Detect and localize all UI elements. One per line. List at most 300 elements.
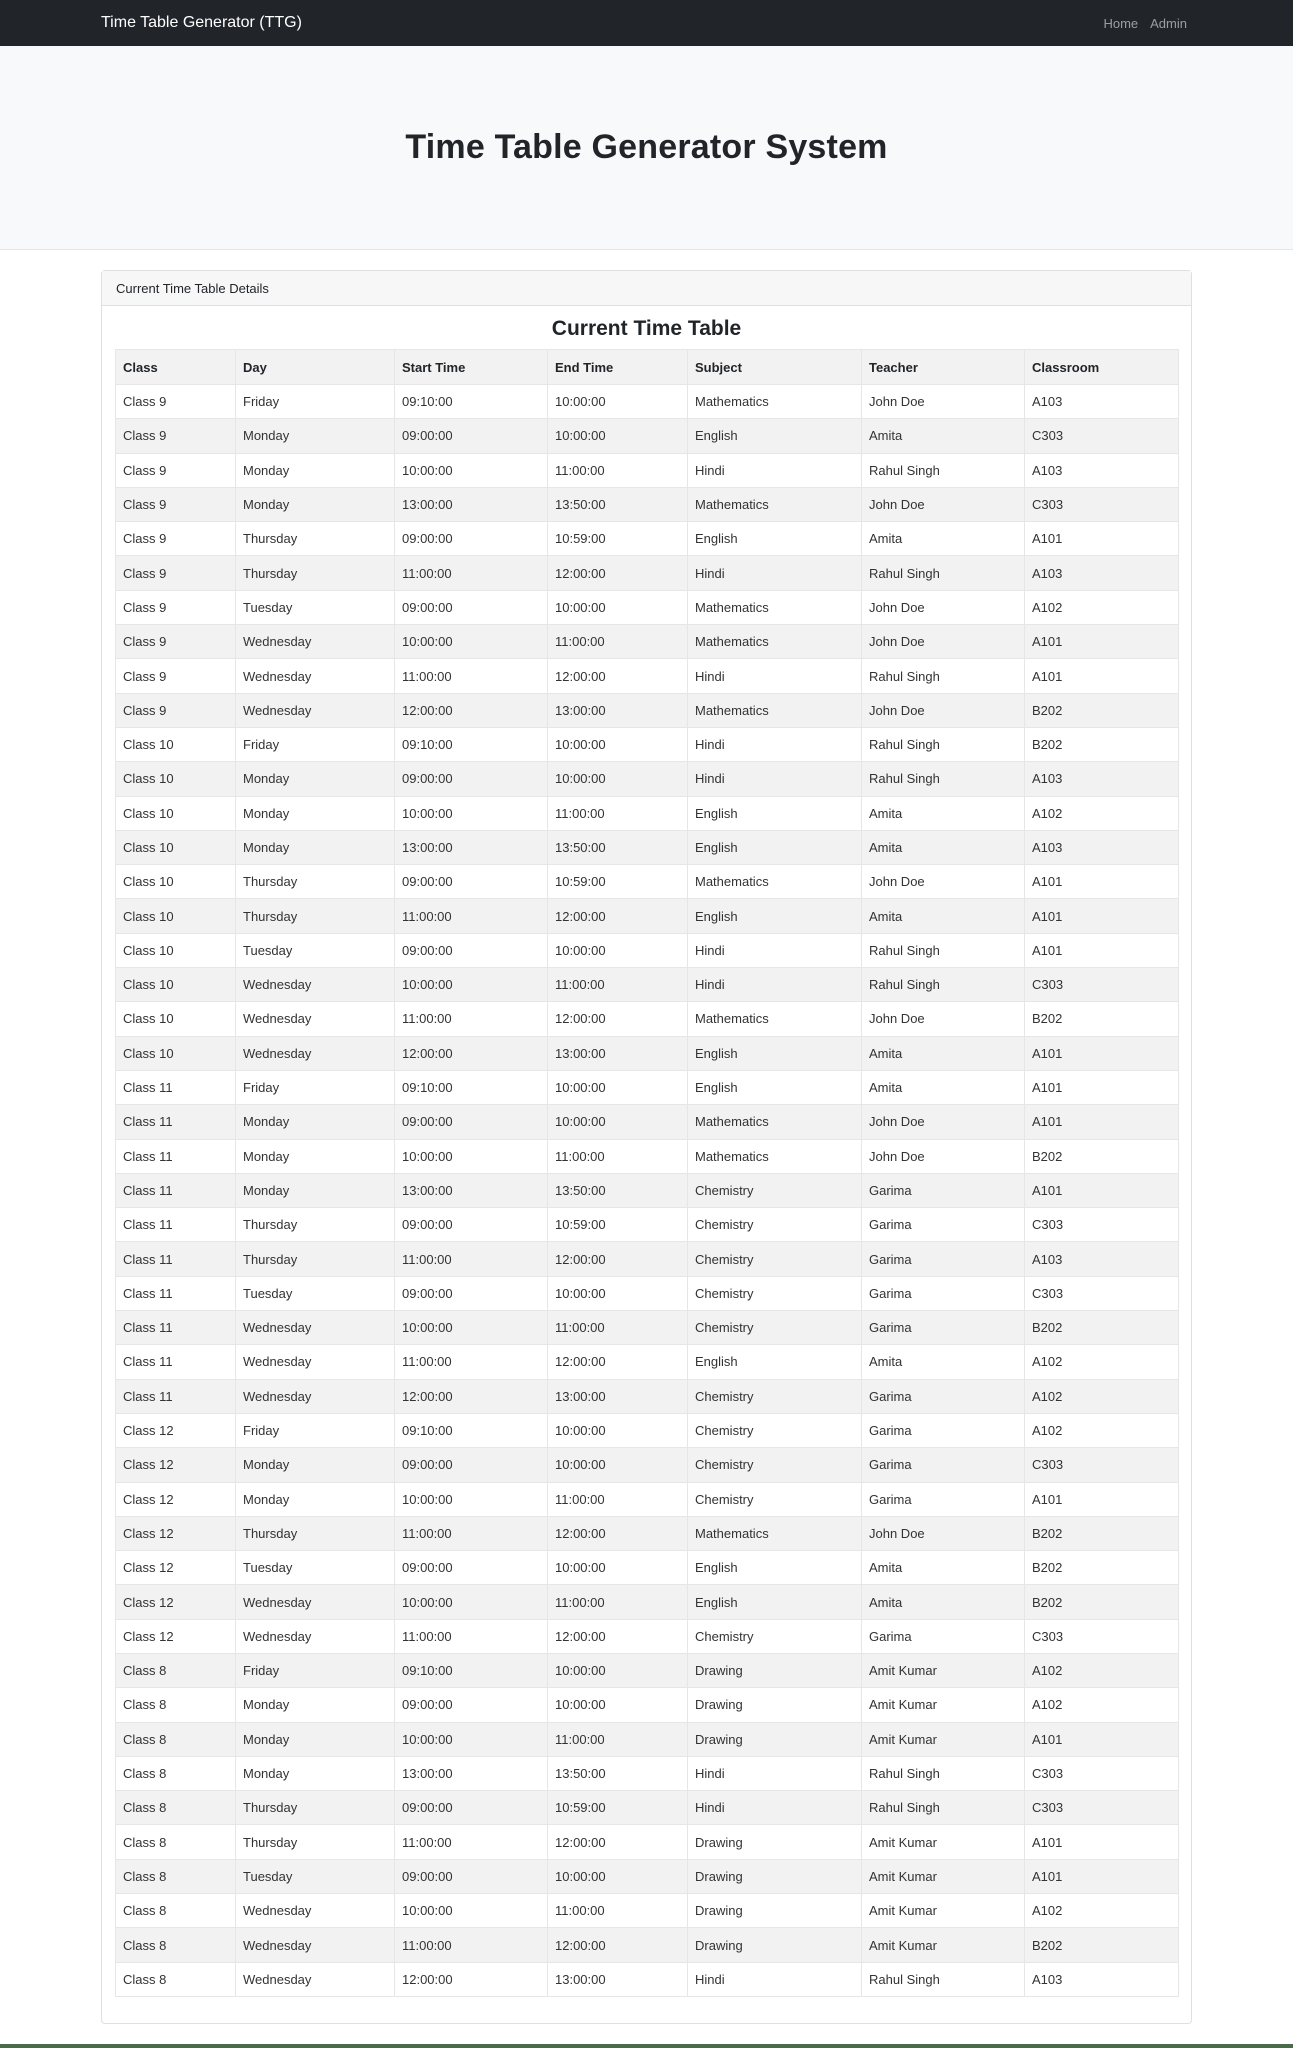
cell-teacher: Rahul Singh bbox=[862, 933, 1025, 967]
cell-subject: Drawing bbox=[688, 1894, 862, 1928]
nav-link-admin[interactable]: Admin bbox=[1150, 15, 1187, 31]
column-header-teacher: Teacher bbox=[862, 350, 1025, 385]
table-row bbox=[116, 1585, 1179, 1619]
cell-classroom: A101 bbox=[1025, 899, 1179, 933]
cell-classroom: A103 bbox=[1025, 556, 1179, 590]
cell-class: Class 11 bbox=[116, 1242, 236, 1276]
cell-classroom: A102 bbox=[1025, 1345, 1179, 1379]
table-row bbox=[116, 487, 1179, 521]
cell-subject: English bbox=[688, 1036, 862, 1070]
cell-classroom: A101 bbox=[1025, 1070, 1179, 1104]
cell-classroom: A103 bbox=[1025, 385, 1179, 419]
cell-end-time: 13:50:00 bbox=[548, 830, 688, 864]
cell-class: Class 11 bbox=[116, 1345, 236, 1379]
card-header: Current Time Table Details bbox=[102, 271, 1191, 306]
cell-day: Monday bbox=[236, 453, 395, 487]
cell-classroom: A101 bbox=[1025, 1859, 1179, 1893]
cell-subject: Hindi bbox=[688, 659, 862, 693]
cell-end-time: 10:00:00 bbox=[548, 727, 688, 761]
table-row bbox=[116, 556, 1179, 590]
cell-day: Wednesday bbox=[236, 1585, 395, 1619]
cell-end-time: 10:00:00 bbox=[548, 590, 688, 624]
cell-start-time: 09:00:00 bbox=[395, 419, 548, 453]
cell-classroom: B202 bbox=[1025, 1002, 1179, 1036]
cell-class: Class 10 bbox=[116, 933, 236, 967]
cell-teacher: Rahul Singh bbox=[862, 1962, 1025, 1996]
cell-classroom: A101 bbox=[1025, 1036, 1179, 1070]
cell-classroom: B202 bbox=[1025, 727, 1179, 761]
cell-class: Class 9 bbox=[116, 659, 236, 693]
cell-class: Class 9 bbox=[116, 453, 236, 487]
cell-class: Class 10 bbox=[116, 796, 236, 830]
cell-teacher: Amita bbox=[862, 1070, 1025, 1104]
cell-start-time: 10:00:00 bbox=[395, 453, 548, 487]
cell-classroom: A101 bbox=[1025, 1722, 1179, 1756]
timetable-table bbox=[115, 349, 1179, 1997]
cell-class: Class 8 bbox=[116, 1962, 236, 1996]
cell-subject: Drawing bbox=[688, 1825, 862, 1859]
cell-start-time: 11:00:00 bbox=[395, 899, 548, 933]
cell-end-time: 12:00:00 bbox=[548, 1345, 688, 1379]
cell-class: Class 8 bbox=[116, 1825, 236, 1859]
cell-classroom: A101 bbox=[1025, 865, 1179, 899]
cell-subject: Hindi bbox=[688, 968, 862, 1002]
cell-teacher: John Doe bbox=[862, 693, 1025, 727]
cell-class: Class 8 bbox=[116, 1756, 236, 1790]
cell-subject: Drawing bbox=[688, 1859, 862, 1893]
cell-end-time: 12:00:00 bbox=[548, 1928, 688, 1962]
cell-class: Class 10 bbox=[116, 727, 236, 761]
cell-teacher: Garima bbox=[862, 1311, 1025, 1345]
cell-day: Thursday bbox=[236, 522, 395, 556]
table-row bbox=[116, 1722, 1179, 1756]
cell-day: Monday bbox=[236, 487, 395, 521]
cell-start-time: 11:00:00 bbox=[395, 1345, 548, 1379]
cell-subject: Hindi bbox=[688, 556, 862, 590]
cell-subject: Chemistry bbox=[688, 1208, 862, 1242]
cell-classroom: A103 bbox=[1025, 830, 1179, 864]
cell-class: Class 9 bbox=[116, 590, 236, 624]
cell-subject: Chemistry bbox=[688, 1276, 862, 1310]
cell-day: Wednesday bbox=[236, 968, 395, 1002]
cell-teacher: Rahul Singh bbox=[862, 727, 1025, 761]
table-row bbox=[116, 1379, 1179, 1413]
cell-class: Class 11 bbox=[116, 1173, 236, 1207]
cell-end-time: 10:00:00 bbox=[548, 419, 688, 453]
cell-class: Class 12 bbox=[116, 1516, 236, 1550]
table-row bbox=[116, 1311, 1179, 1345]
cell-subject: Mathematics bbox=[688, 385, 862, 419]
table-row bbox=[116, 727, 1179, 761]
cell-teacher: Rahul Singh bbox=[862, 762, 1025, 796]
cell-day: Thursday bbox=[236, 1242, 395, 1276]
table-row bbox=[116, 1516, 1179, 1550]
cell-end-time: 12:00:00 bbox=[548, 899, 688, 933]
cell-class: Class 8 bbox=[116, 1722, 236, 1756]
cell-class: Class 10 bbox=[116, 1002, 236, 1036]
cell-subject: Mathematics bbox=[688, 1516, 862, 1550]
cell-classroom: C303 bbox=[1025, 487, 1179, 521]
cell-teacher: Amita bbox=[862, 830, 1025, 864]
cell-day: Thursday bbox=[236, 865, 395, 899]
cell-subject: Chemistry bbox=[688, 1242, 862, 1276]
column-header-subject: Subject bbox=[688, 350, 862, 385]
cell-subject: Mathematics bbox=[688, 1002, 862, 1036]
cell-subject: Mathematics bbox=[688, 693, 862, 727]
table-row bbox=[116, 1036, 1179, 1070]
cell-classroom: A102 bbox=[1025, 1894, 1179, 1928]
cell-classroom: C303 bbox=[1025, 1276, 1179, 1310]
cell-end-time: 13:50:00 bbox=[548, 487, 688, 521]
cell-start-time: 13:00:00 bbox=[395, 1173, 548, 1207]
cell-teacher: Rahul Singh bbox=[862, 556, 1025, 590]
nav-links bbox=[1103, 16, 1187, 31]
cell-start-time: 09:00:00 bbox=[395, 522, 548, 556]
cell-subject: Chemistry bbox=[688, 1311, 862, 1345]
cell-classroom: A102 bbox=[1025, 1413, 1179, 1447]
table-row bbox=[116, 1208, 1179, 1242]
column-header-day: Day bbox=[236, 350, 395, 385]
cell-teacher: Garima bbox=[862, 1173, 1025, 1207]
cell-classroom: A101 bbox=[1025, 625, 1179, 659]
cell-day: Monday bbox=[236, 1482, 395, 1516]
cell-day: Tuesday bbox=[236, 590, 395, 624]
cell-start-time: 10:00:00 bbox=[395, 1585, 548, 1619]
cell-classroom: C303 bbox=[1025, 1208, 1179, 1242]
cell-subject: Chemistry bbox=[688, 1448, 862, 1482]
table-row bbox=[116, 659, 1179, 693]
cell-end-time: 13:50:00 bbox=[548, 1756, 688, 1790]
cell-teacher: Amita bbox=[862, 1036, 1025, 1070]
cell-classroom: A102 bbox=[1025, 796, 1179, 830]
cell-start-time: 09:00:00 bbox=[395, 1208, 548, 1242]
cell-start-time: 11:00:00 bbox=[395, 1242, 548, 1276]
cell-end-time: 10:59:00 bbox=[548, 1208, 688, 1242]
cell-start-time: 11:00:00 bbox=[395, 1516, 548, 1550]
table-body bbox=[116, 385, 1179, 1997]
cell-start-time: 09:10:00 bbox=[395, 1413, 548, 1447]
cell-day: Wednesday bbox=[236, 1379, 395, 1413]
cell-teacher: John Doe bbox=[862, 385, 1025, 419]
cell-subject: Hindi bbox=[688, 933, 862, 967]
cell-teacher: Amita bbox=[862, 419, 1025, 453]
cell-subject: Hindi bbox=[688, 727, 862, 761]
cell-class: Class 8 bbox=[116, 1859, 236, 1893]
cell-start-time: 10:00:00 bbox=[395, 968, 548, 1002]
cell-start-time: 09:00:00 bbox=[395, 1859, 548, 1893]
timetable-card bbox=[101, 270, 1192, 2024]
table-row bbox=[116, 385, 1179, 419]
cell-subject: Hindi bbox=[688, 762, 862, 796]
cell-end-time: 11:00:00 bbox=[548, 625, 688, 659]
cell-start-time: 13:00:00 bbox=[395, 1756, 548, 1790]
cell-end-time: 11:00:00 bbox=[548, 1311, 688, 1345]
cell-end-time: 12:00:00 bbox=[548, 556, 688, 590]
table-title: Current Time Table bbox=[551, 317, 742, 340]
cell-teacher: John Doe bbox=[862, 487, 1025, 521]
table-row bbox=[116, 1173, 1179, 1207]
cell-end-time: 10:00:00 bbox=[548, 762, 688, 796]
cell-end-time: 12:00:00 bbox=[548, 659, 688, 693]
cell-teacher: Garima bbox=[862, 1482, 1025, 1516]
cell-subject: Mathematics bbox=[688, 865, 862, 899]
cell-end-time: 10:00:00 bbox=[548, 1070, 688, 1104]
cell-classroom: B202 bbox=[1025, 1585, 1179, 1619]
cell-subject: Hindi bbox=[688, 1756, 862, 1790]
table-row bbox=[116, 1413, 1179, 1447]
cell-day: Monday bbox=[236, 762, 395, 796]
cell-classroom: A102 bbox=[1025, 1379, 1179, 1413]
cell-classroom: B202 bbox=[1025, 1311, 1179, 1345]
cell-class: Class 8 bbox=[116, 1653, 236, 1687]
cell-end-time: 12:00:00 bbox=[548, 1242, 688, 1276]
cell-classroom: C303 bbox=[1025, 419, 1179, 453]
cell-end-time: 11:00:00 bbox=[548, 1722, 688, 1756]
cell-day: Monday bbox=[236, 796, 395, 830]
cell-day: Wednesday bbox=[236, 1311, 395, 1345]
table-row bbox=[116, 693, 1179, 727]
cell-start-time: 09:00:00 bbox=[395, 1276, 548, 1310]
cell-classroom: C303 bbox=[1025, 1619, 1179, 1653]
cell-start-time: 12:00:00 bbox=[395, 1962, 548, 1996]
cell-teacher: Amit Kumar bbox=[862, 1859, 1025, 1893]
cell-teacher: Amita bbox=[862, 1551, 1025, 1585]
cell-end-time: 10:00:00 bbox=[548, 1105, 688, 1139]
cell-start-time: 11:00:00 bbox=[395, 1002, 548, 1036]
table-row bbox=[116, 1825, 1179, 1859]
cell-subject: Mathematics bbox=[688, 590, 862, 624]
cell-day: Monday bbox=[236, 1722, 395, 1756]
cell-end-time: 11:00:00 bbox=[548, 968, 688, 1002]
cell-end-time: 11:00:00 bbox=[548, 453, 688, 487]
nav-link-home[interactable]: Home bbox=[1103, 15, 1139, 31]
cell-class: Class 8 bbox=[116, 1928, 236, 1962]
cell-subject: English bbox=[688, 899, 862, 933]
cell-classroom: A102 bbox=[1025, 1688, 1179, 1722]
cell-class: Class 8 bbox=[116, 1688, 236, 1722]
table-row bbox=[116, 1894, 1179, 1928]
cell-subject: Drawing bbox=[688, 1653, 862, 1687]
cell-day: Thursday bbox=[236, 1791, 395, 1825]
cell-teacher: Amit Kumar bbox=[862, 1722, 1025, 1756]
cell-classroom: C303 bbox=[1025, 968, 1179, 1002]
cell-class: Class 12 bbox=[116, 1413, 236, 1447]
cell-class: Class 9 bbox=[116, 693, 236, 727]
cell-day: Wednesday bbox=[236, 1962, 395, 1996]
cell-classroom: A101 bbox=[1025, 1825, 1179, 1859]
table-row bbox=[116, 899, 1179, 933]
cell-start-time: 12:00:00 bbox=[395, 693, 548, 727]
cell-day: Wednesday bbox=[236, 693, 395, 727]
cell-subject: English bbox=[688, 1585, 862, 1619]
cell-end-time: 11:00:00 bbox=[548, 1585, 688, 1619]
cell-classroom: B202 bbox=[1025, 1516, 1179, 1550]
cell-subject: Mathematics bbox=[688, 1105, 862, 1139]
cell-classroom: A101 bbox=[1025, 1173, 1179, 1207]
cell-day: Thursday bbox=[236, 899, 395, 933]
cell-class: Class 9 bbox=[116, 419, 236, 453]
cell-subject: Hindi bbox=[688, 453, 862, 487]
cell-classroom: C303 bbox=[1025, 1448, 1179, 1482]
cell-start-time: 11:00:00 bbox=[395, 659, 548, 693]
table-row bbox=[116, 1928, 1179, 1962]
cell-subject: Drawing bbox=[688, 1722, 862, 1756]
cell-subject: Drawing bbox=[688, 1688, 862, 1722]
cell-end-time: 10:00:00 bbox=[548, 1653, 688, 1687]
cell-day: Thursday bbox=[236, 556, 395, 590]
cell-subject: Mathematics bbox=[688, 625, 862, 659]
cell-end-time: 10:00:00 bbox=[548, 1859, 688, 1893]
cell-teacher: Rahul Singh bbox=[862, 1756, 1025, 1790]
cell-teacher: Amita bbox=[862, 1345, 1025, 1379]
cell-classroom: A101 bbox=[1025, 1105, 1179, 1139]
cell-subject: English bbox=[688, 1070, 862, 1104]
cell-class: Class 9 bbox=[116, 522, 236, 556]
cell-teacher: Amit Kumar bbox=[862, 1825, 1025, 1859]
cell-classroom: C303 bbox=[1025, 1756, 1179, 1790]
column-header-classroom: Classroom bbox=[1025, 350, 1179, 385]
brand-link[interactable]: Time Table Generator (TTG) bbox=[101, 14, 302, 31]
cell-teacher: Garima bbox=[862, 1379, 1025, 1413]
cell-subject: Chemistry bbox=[688, 1482, 862, 1516]
cell-start-time: 09:00:00 bbox=[395, 1551, 548, 1585]
column-header-start-time: Start Time bbox=[395, 350, 548, 385]
column-header-class: Class bbox=[116, 350, 236, 385]
cell-teacher: John Doe bbox=[862, 1002, 1025, 1036]
cell-class: Class 12 bbox=[116, 1448, 236, 1482]
cell-subject: English bbox=[688, 1551, 862, 1585]
cell-day: Tuesday bbox=[236, 933, 395, 967]
cell-teacher: Amit Kumar bbox=[862, 1894, 1025, 1928]
cell-start-time: 11:00:00 bbox=[395, 1825, 548, 1859]
table-row bbox=[116, 1482, 1179, 1516]
cell-day: Friday bbox=[236, 1413, 395, 1447]
cell-subject: Chemistry bbox=[688, 1379, 862, 1413]
cell-day: Monday bbox=[236, 1688, 395, 1722]
cell-class: Class 10 bbox=[116, 899, 236, 933]
cell-start-time: 09:10:00 bbox=[395, 1070, 548, 1104]
table-row bbox=[116, 1859, 1179, 1893]
table-row bbox=[116, 1551, 1179, 1585]
cell-teacher: Garima bbox=[862, 1242, 1025, 1276]
cell-class: Class 10 bbox=[116, 865, 236, 899]
table-row bbox=[116, 419, 1179, 453]
cell-day: Wednesday bbox=[236, 1345, 395, 1379]
cell-teacher: Rahul Singh bbox=[862, 968, 1025, 1002]
table-row bbox=[116, 933, 1179, 967]
cell-start-time: 10:00:00 bbox=[395, 625, 548, 659]
cell-start-time: 09:10:00 bbox=[395, 727, 548, 761]
cell-day: Tuesday bbox=[236, 1276, 395, 1310]
table-row bbox=[116, 1002, 1179, 1036]
cell-start-time: 09:00:00 bbox=[395, 762, 548, 796]
cell-classroom: A102 bbox=[1025, 1653, 1179, 1687]
cell-end-time: 10:59:00 bbox=[548, 1791, 688, 1825]
cell-start-time: 13:00:00 bbox=[395, 487, 548, 521]
cell-class: Class 10 bbox=[116, 830, 236, 864]
cell-teacher: John Doe bbox=[862, 1105, 1025, 1139]
cell-end-time: 10:00:00 bbox=[548, 1413, 688, 1447]
table-row bbox=[116, 1448, 1179, 1482]
cell-day: Monday bbox=[236, 1448, 395, 1482]
cell-teacher: Garima bbox=[862, 1208, 1025, 1242]
cell-class: Class 11 bbox=[116, 1311, 236, 1345]
cell-start-time: 10:00:00 bbox=[395, 1722, 548, 1756]
page-title: Time Table Generator System bbox=[405, 128, 888, 166]
table-row bbox=[116, 1139, 1179, 1173]
cell-end-time: 11:00:00 bbox=[548, 1482, 688, 1516]
cell-day: Monday bbox=[236, 1139, 395, 1173]
cell-class: Class 10 bbox=[116, 968, 236, 1002]
cell-end-time: 10:00:00 bbox=[548, 1276, 688, 1310]
cell-start-time: 09:00:00 bbox=[395, 933, 548, 967]
cell-end-time: 13:00:00 bbox=[548, 1379, 688, 1413]
cell-end-time: 10:00:00 bbox=[548, 1551, 688, 1585]
cell-end-time: 12:00:00 bbox=[548, 1825, 688, 1859]
cell-day: Wednesday bbox=[236, 1619, 395, 1653]
cell-start-time: 09:00:00 bbox=[395, 865, 548, 899]
cell-day: Monday bbox=[236, 1173, 395, 1207]
cell-class: Class 12 bbox=[116, 1585, 236, 1619]
cell-class: Class 12 bbox=[116, 1619, 236, 1653]
card-body bbox=[102, 306, 1191, 1997]
cell-teacher: Garima bbox=[862, 1448, 1025, 1482]
cell-start-time: 09:00:00 bbox=[395, 1448, 548, 1482]
cell-start-time: 11:00:00 bbox=[395, 1928, 548, 1962]
cell-subject: English bbox=[688, 796, 862, 830]
cell-teacher: Rahul Singh bbox=[862, 1791, 1025, 1825]
table-row bbox=[116, 1756, 1179, 1790]
cell-subject: Chemistry bbox=[688, 1413, 862, 1447]
cell-day: Wednesday bbox=[236, 625, 395, 659]
cell-day: Monday bbox=[236, 1756, 395, 1790]
cell-classroom: B202 bbox=[1025, 1551, 1179, 1585]
table-row bbox=[116, 796, 1179, 830]
cell-classroom: A103 bbox=[1025, 1962, 1179, 1996]
cell-teacher: John Doe bbox=[862, 1139, 1025, 1173]
cell-classroom: A101 bbox=[1025, 522, 1179, 556]
cell-start-time: 09:10:00 bbox=[395, 1653, 548, 1687]
cell-subject: English bbox=[688, 522, 862, 556]
cell-end-time: 11:00:00 bbox=[548, 796, 688, 830]
cell-teacher: Rahul Singh bbox=[862, 659, 1025, 693]
cell-classroom: A103 bbox=[1025, 453, 1179, 487]
cell-class: Class 11 bbox=[116, 1276, 236, 1310]
cell-subject: English bbox=[688, 419, 862, 453]
cell-teacher: Rahul Singh bbox=[862, 453, 1025, 487]
cell-subject: English bbox=[688, 1345, 862, 1379]
cell-start-time: 10:00:00 bbox=[395, 1894, 548, 1928]
cell-day: Wednesday bbox=[236, 1036, 395, 1070]
table-row bbox=[116, 453, 1179, 487]
cell-teacher: Amita bbox=[862, 1585, 1025, 1619]
cell-classroom: A101 bbox=[1025, 659, 1179, 693]
cell-day: Friday bbox=[236, 1070, 395, 1104]
table-row bbox=[116, 1619, 1179, 1653]
cell-teacher: John Doe bbox=[862, 1516, 1025, 1550]
cell-subject: Hindi bbox=[688, 1791, 862, 1825]
cell-end-time: 11:00:00 bbox=[548, 1894, 688, 1928]
cell-start-time: 09:00:00 bbox=[395, 590, 548, 624]
cell-day: Thursday bbox=[236, 1208, 395, 1242]
cell-subject: Mathematics bbox=[688, 487, 862, 521]
cell-day: Wednesday bbox=[236, 1002, 395, 1036]
cell-end-time: 10:00:00 bbox=[548, 933, 688, 967]
table-row bbox=[116, 865, 1179, 899]
cell-end-time: 13:00:00 bbox=[548, 1962, 688, 1996]
cell-class: Class 12 bbox=[116, 1551, 236, 1585]
cell-classroom: B202 bbox=[1025, 1139, 1179, 1173]
